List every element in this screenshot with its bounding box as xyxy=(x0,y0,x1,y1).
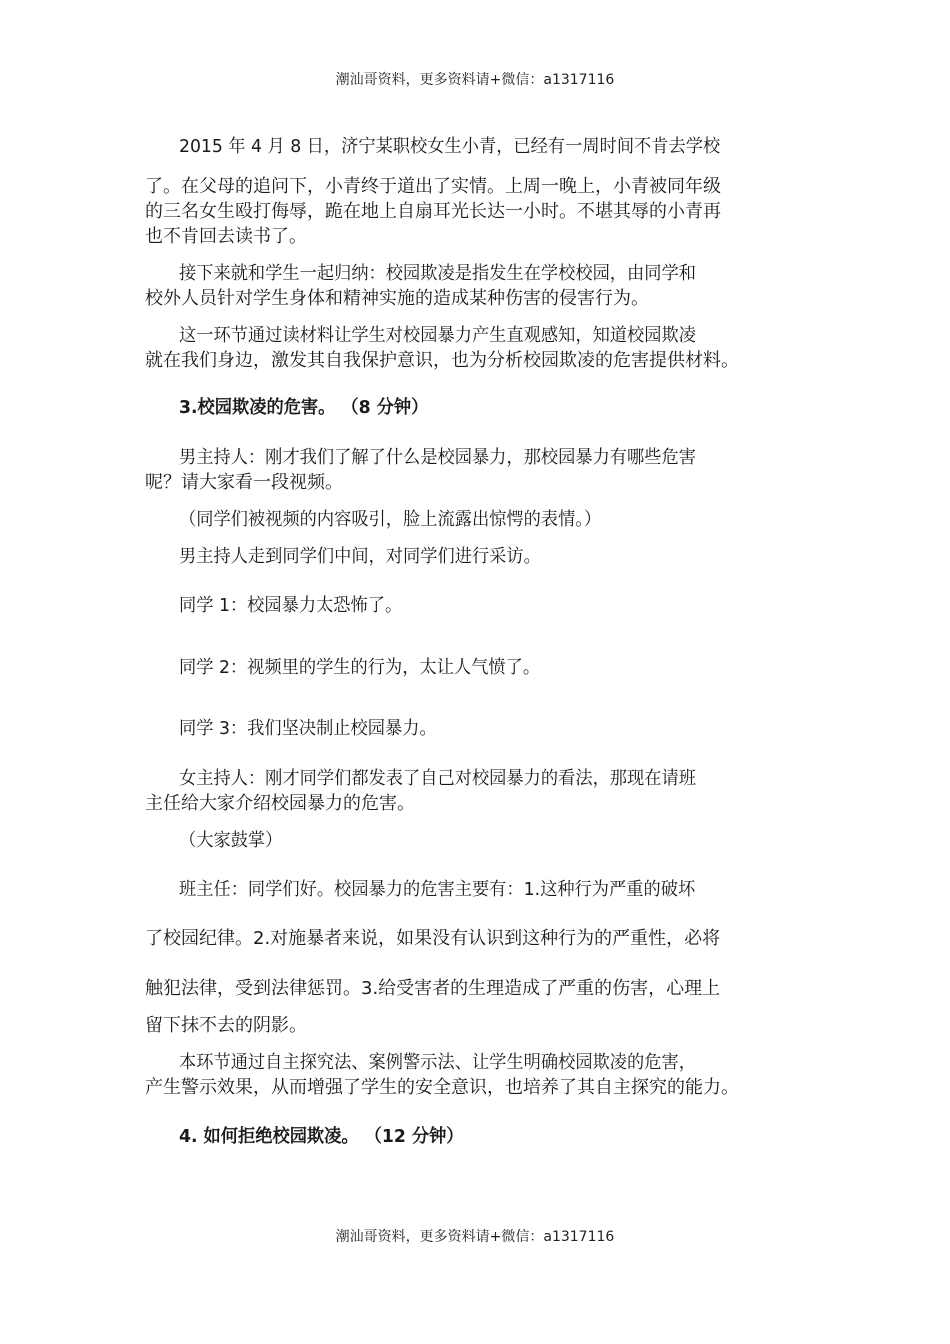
paragraph-line: 了。在父母的追问下，小青终于道出了实情。上周一晚上，小青被同年级 xyxy=(145,176,721,197)
section-heading: 4. 如何拒绝校园欺凌。 （12 分钟） xyxy=(179,1126,464,1147)
section-heading: 3.校园欺凌的危害。 （8 分钟） xyxy=(179,397,429,418)
paragraph-line: 男主持人：刚才我们了解了什么是校园暴力，那校园暴力有哪些危害 xyxy=(179,447,696,468)
paragraph-line: 本环节通过自主探究法、案例警示法、让学生明确校园欺凌的危害， xyxy=(179,1052,696,1073)
paragraph-line: 产生警示效果，从而增强了学生的安全意识，也培养了其自主探究的能力。 xyxy=(145,1077,739,1098)
paragraph-line: 主任给大家介绍校园暴力的危害。 xyxy=(145,793,415,814)
paragraph-line: 也不肯回去读书了。 xyxy=(145,226,307,247)
paragraph-line: 呢？请大家看一段视频。 xyxy=(145,472,343,493)
paragraph-line: 这一环节通过读材料让学生对校园暴力产生直观感知，知道校园欺凌 xyxy=(179,325,696,346)
paragraph-line: 就在我们身边，激发其自我保护意识，也为分析校园欺凌的危害提供材料。 xyxy=(145,350,739,371)
paragraph-line: 女主持人：刚才同学们都发表了自己对校园暴力的看法，那现在请班 xyxy=(179,768,696,789)
paragraph-line: 校外人员针对学生身体和精神实施的造成某种伤害的侵害行为。 xyxy=(145,288,649,309)
paragraph-line: 男主持人走到同学们中间，对同学们进行采访。 xyxy=(179,546,541,567)
paragraph-line: 2015 年 4 月 8 日，济宁某职校女生小青，已经有一周时间不肯去学校 xyxy=(179,136,721,157)
paragraph-line: 的三名女生殴打侮辱，跪在地上自扇耳光长达一小时。不堪其辱的小青再 xyxy=(145,201,721,222)
dialogue-line: 同学 3：我们坚决制止校园暴力。 xyxy=(179,718,437,739)
paragraph-line: 了校园纪律。2.对施暴者来说，如果没有认识到这种行为的严重性，必将 xyxy=(145,928,721,949)
paragraph-line: （大家鼓掌） xyxy=(179,830,283,851)
paragraph-line: 触犯法律，受到法律惩罚。3.给受害者的生理造成了严重的伤害，心理上 xyxy=(145,978,721,999)
page-footer-watermark: 潮汕哥资料，更多资料请+微信：a1317116 xyxy=(335,1229,615,1245)
dialogue-line: 同学 2：视频里的学生的行为，太让人气愤了。 xyxy=(179,657,541,678)
paragraph-line: （同学们被视频的内容吸引，脸上流露出惊愕的表情。） xyxy=(179,509,602,530)
page-header-watermark: 潮汕哥资料，更多资料请+微信：a1317116 xyxy=(335,72,615,88)
paragraph-line: 留下抹不去的阴影。 xyxy=(145,1015,307,1036)
paragraph-line: 接下来就和学生一起归纳：校园欺凌是指发生在学校校园，由同学和 xyxy=(179,263,696,284)
paragraph-line: 班主任：同学们好。校园暴力的危害主要有：1.这种行为严重的破坏 xyxy=(179,879,696,900)
dialogue-line: 同学 1：校园暴力太恐怖了。 xyxy=(179,595,403,616)
